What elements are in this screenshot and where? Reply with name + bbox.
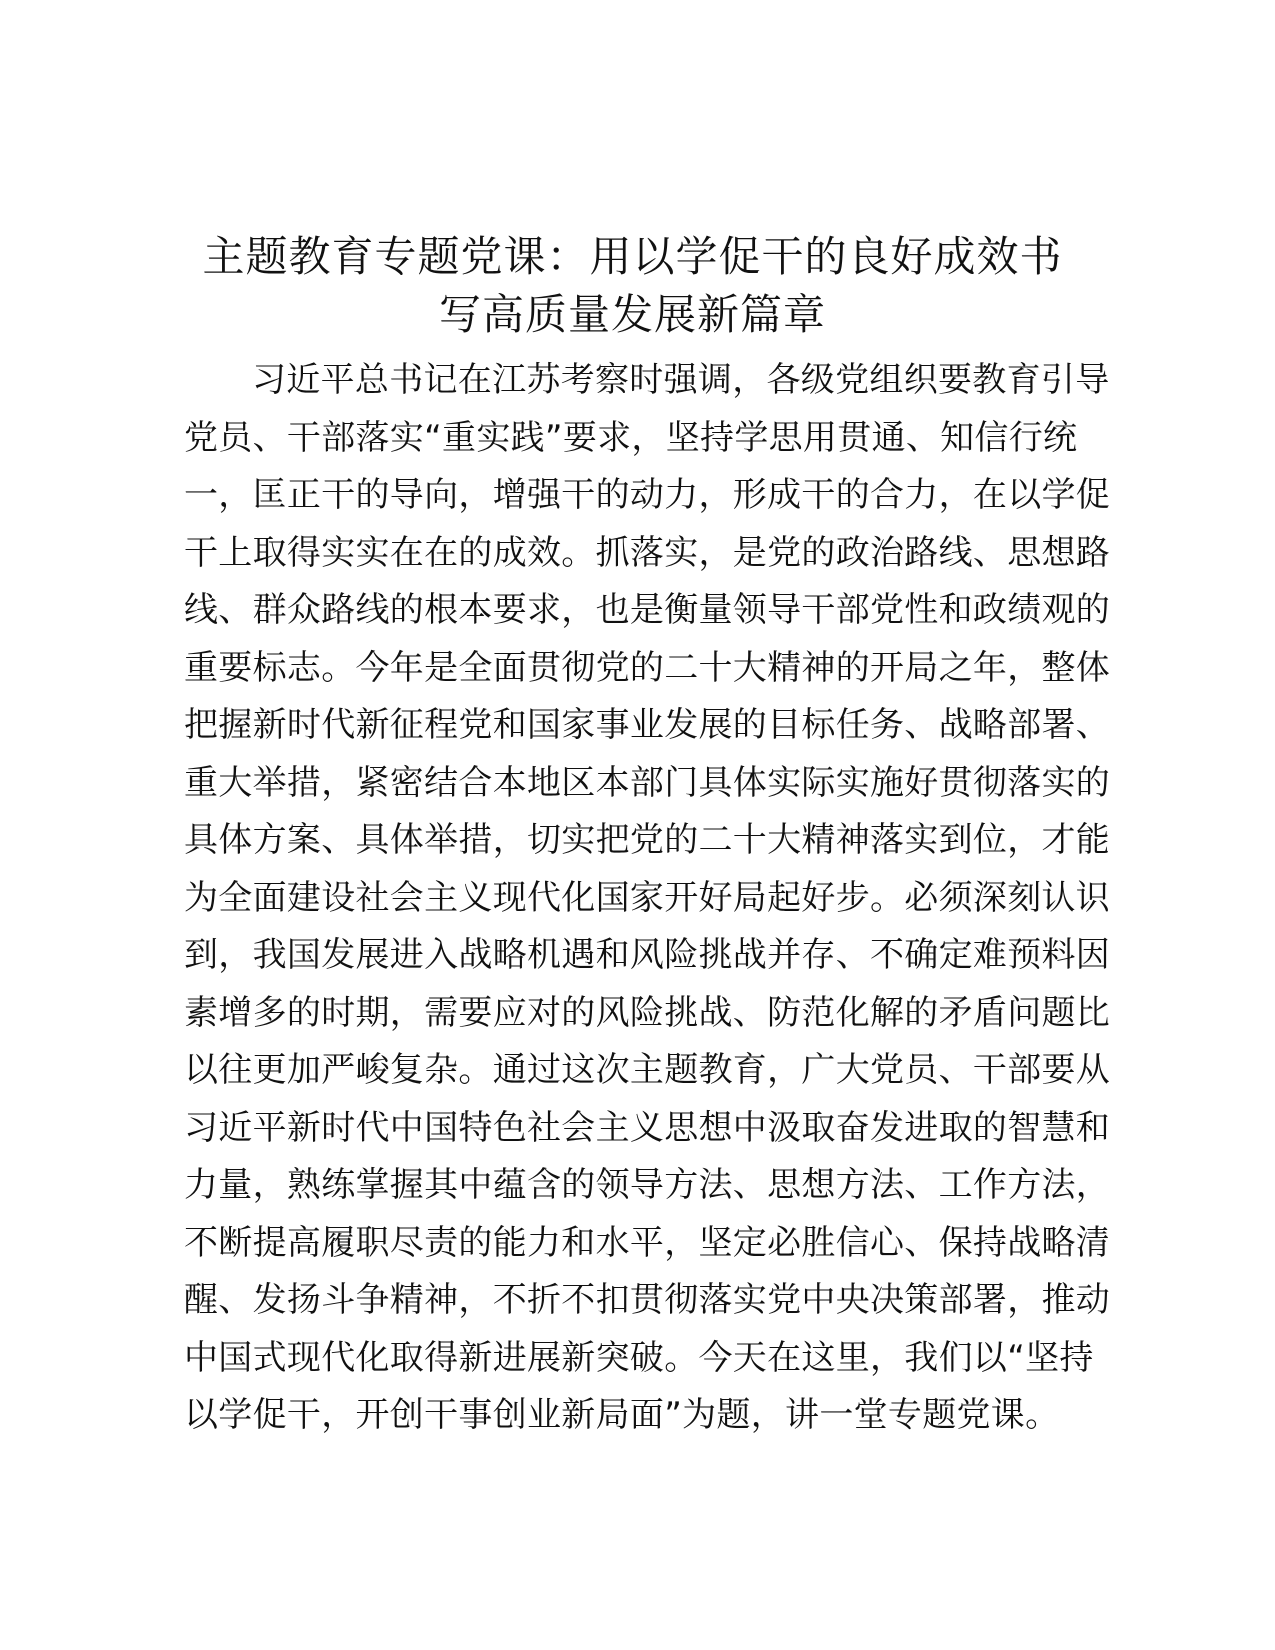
paragraph-line: 力量，熟练掌握其中蕴含的领导方法、思想方法、工作方法， <box>184 1165 1111 1205</box>
paragraph-line: 到，我国发展进入战略机遇和风险挑战并存、不确定难预料因 <box>184 935 1111 975</box>
paragraph-line: 一，匡正干的导向，增强干的动力，形成干的合力，在以学促 <box>184 475 1111 515</box>
paragraph-line: 醒、发扬斗争精神，不折不扣贯彻落实党中央决策部署，推动 <box>184 1280 1111 1320</box>
paragraph-line: 干上取得实实在在的成效。抓落实，是党的政治路线、思想路 <box>184 532 1111 573</box>
title-line: 主题教育专题党课：用以学促干的良好成效书 <box>202 232 1063 281</box>
paragraph-line: 素增多的时期，需要应对的风险挑战、防范化解的矛盾问题比 <box>184 992 1111 1033</box>
paragraph-line: 具体方案、具体举措，切实把党的二十大精神落实到位，才能 <box>184 820 1111 860</box>
paragraph-line: 线、群众路线的根本要求，也是衡量领导干部党性和政绩观的 <box>184 590 1111 630</box>
paragraph-line: 党员、干部落实“重实践”要求，坚持学思用贯通、知信行统 <box>184 417 1078 458</box>
paragraph-line: 以往更加严峻复杂。通过这次主题教育，广大党员、干部要从 <box>184 1050 1111 1090</box>
paragraph-line: 习近平新时代中国特色社会主义思想中汲取奋发进取的智慧和 <box>184 1107 1111 1148</box>
paragraph-line: 把握新时代新征程党和国家事业发展的目标任务、战略部署、 <box>184 705 1111 745</box>
paragraph-line: 以学促干，开创干事创业新局面”为题，讲一堂专题党课。 <box>184 1395 1060 1435</box>
paragraph-line: 重大举措，紧密结合本地区本部门具体实际实施好贯彻落实的 <box>184 762 1111 803</box>
paragraph-line: 重要标志。今年是全面贯彻党的二十大精神的开局之年，整体 <box>184 647 1111 688</box>
document-title <box>180 228 1085 344</box>
paragraph-line: 中国式现代化取得新进展新突破。今天在这里，我们以“坚持 <box>184 1337 1094 1378</box>
document-body <box>184 352 1111 1445</box>
paragraph-line: 为全面建设社会主义现代化国家开好局起好步。必须深刻认识 <box>184 877 1111 918</box>
title-line: 写高质量发展新篇章 <box>438 290 826 339</box>
paragraph-line: 习近平总书记在江苏考察时强调，各级党组织要教育引导 <box>252 360 1110 400</box>
paragraph-line: 不断提高履职尽责的能力和水平，坚定必胜信心、保持战略清 <box>184 1222 1111 1263</box>
